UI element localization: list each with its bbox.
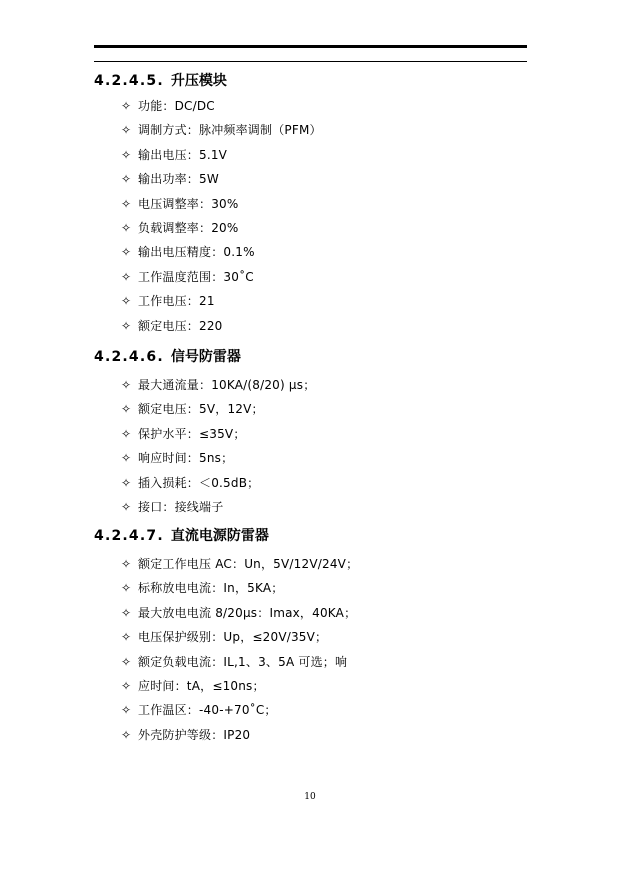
page-number: 10 bbox=[304, 792, 316, 802]
bullet-icon: ✧ bbox=[120, 196, 132, 211]
bullet-icon: ✧ bbox=[120, 703, 132, 718]
list-item bbox=[94, 629, 534, 653]
section-heading bbox=[94, 527, 534, 545]
list-item-text: 插入损耗：＜0.5dB； bbox=[138, 475, 260, 490]
list-item-text: 功能：DC/DC bbox=[138, 99, 215, 113]
bullet-icon: ✧ bbox=[120, 727, 132, 742]
section-title: 信号防雷器 bbox=[170, 349, 241, 365]
bullet-icon: ✧ bbox=[120, 99, 132, 113]
bullet-icon: ✧ bbox=[120, 147, 132, 162]
bullet-icon: ✧ bbox=[120, 172, 132, 187]
list-item bbox=[94, 98, 534, 122]
bullet-icon: ✧ bbox=[120, 605, 132, 620]
bullet-icon: ✧ bbox=[120, 294, 132, 309]
bullet-icon: ✧ bbox=[120, 581, 132, 596]
bullet-icon: ✧ bbox=[120, 269, 132, 284]
list-item bbox=[94, 499, 534, 523]
list-item-text: 标称放电电流：In，5KA； bbox=[138, 581, 284, 596]
list-item-text: 额定工作电压 AC：Un，5V/12V/24V； bbox=[138, 557, 359, 571]
list-item-text: 调制方式：脉冲频率调制（PFM） bbox=[138, 123, 322, 138]
list-item-text: 输出电压：5.1V bbox=[138, 147, 228, 162]
list-item bbox=[94, 556, 534, 580]
list-item-text: 保护水平：≤35V； bbox=[138, 426, 246, 441]
section-number: 4.2.4.5. bbox=[94, 73, 164, 89]
section-heading bbox=[94, 72, 534, 90]
section-number: 4.2.4.7. bbox=[94, 528, 164, 544]
bullet-icon: ✧ bbox=[120, 678, 132, 693]
section-signal-surge-protector bbox=[94, 348, 534, 523]
list-item bbox=[94, 475, 534, 499]
list-item-text: 工作电压：21 bbox=[138, 294, 215, 309]
list-item bbox=[94, 269, 534, 293]
list-item bbox=[94, 293, 534, 317]
list-item-text: 额定电压：220 bbox=[138, 318, 223, 333]
list-item bbox=[94, 147, 534, 171]
bullet-icon: ✧ bbox=[120, 123, 132, 138]
list-item-text: 接口：接线端子 bbox=[138, 499, 224, 514]
list-item bbox=[94, 580, 534, 604]
bullet-icon: ✧ bbox=[120, 318, 132, 333]
header-rule-thin bbox=[94, 61, 527, 62]
list-item-text: 外壳防护等级：IP20 bbox=[138, 727, 251, 742]
list-item bbox=[94, 450, 534, 474]
header-rule-thick bbox=[94, 45, 527, 48]
list-item-text: 工作温区：-40-+70˚C； bbox=[138, 703, 277, 718]
list-item-text: 电压保护级别：Up，≤20V/35V； bbox=[138, 630, 328, 645]
section-number: 4.2.4.6. bbox=[94, 349, 164, 365]
list-item-text: 工作温度范围：30˚C bbox=[138, 269, 254, 284]
list-item bbox=[94, 318, 534, 342]
list-item-text: 输出功率：5W bbox=[138, 172, 219, 187]
list-item bbox=[94, 605, 534, 629]
spec-list bbox=[94, 98, 534, 342]
spec-list bbox=[94, 556, 534, 751]
list-item-text: 额定电压：5V，12V； bbox=[138, 402, 264, 417]
list-item-text: 应时间：tA，≤10ns； bbox=[138, 678, 265, 693]
list-item bbox=[94, 654, 534, 678]
section-title: 直流电源防雷器 bbox=[170, 528, 269, 544]
list-item-text: 电压调整率：30% bbox=[138, 196, 239, 211]
list-item bbox=[94, 196, 534, 220]
section-heading bbox=[94, 348, 534, 366]
bullet-icon: ✧ bbox=[120, 402, 132, 417]
list-item bbox=[94, 727, 534, 751]
section-boost-module bbox=[94, 72, 534, 342]
list-item bbox=[94, 678, 534, 702]
list-item bbox=[94, 171, 534, 195]
list-item bbox=[94, 401, 534, 425]
list-item bbox=[94, 426, 534, 450]
list-item bbox=[94, 122, 534, 146]
list-item bbox=[94, 244, 534, 268]
bullet-icon: ✧ bbox=[120, 220, 132, 235]
spec-list bbox=[94, 377, 534, 523]
list-item bbox=[94, 702, 534, 726]
bullet-icon: ✧ bbox=[120, 630, 132, 645]
bullet-icon: ✧ bbox=[120, 475, 132, 490]
bullet-icon: ✧ bbox=[120, 499, 132, 514]
list-item-text: 负载调整率：20% bbox=[138, 220, 239, 235]
section-title: 升压模块 bbox=[170, 73, 227, 89]
bullet-icon: ✧ bbox=[120, 654, 132, 669]
list-item bbox=[94, 377, 534, 401]
list-item-text: 输出电压精度：0.1% bbox=[138, 245, 255, 260]
bullet-icon: ✧ bbox=[120, 426, 132, 441]
list-item-text: 额定负载电流：IL,1、3、5A 可选；响 bbox=[138, 654, 348, 669]
bullet-icon: ✧ bbox=[120, 451, 132, 466]
bullet-icon: ✧ bbox=[120, 557, 132, 571]
list-item-text: 响应时间：5ns； bbox=[138, 451, 234, 466]
list-item-text: 最大放电电流 8/20μs：Imax，40KA； bbox=[138, 605, 357, 620]
list-item bbox=[94, 220, 534, 244]
section-dc-power-surge-protector bbox=[94, 527, 534, 751]
bullet-icon: ✧ bbox=[120, 378, 132, 392]
list-item-text: 最大通流量：10KA/(8/20) μs； bbox=[138, 378, 316, 392]
bullet-icon: ✧ bbox=[120, 245, 132, 260]
